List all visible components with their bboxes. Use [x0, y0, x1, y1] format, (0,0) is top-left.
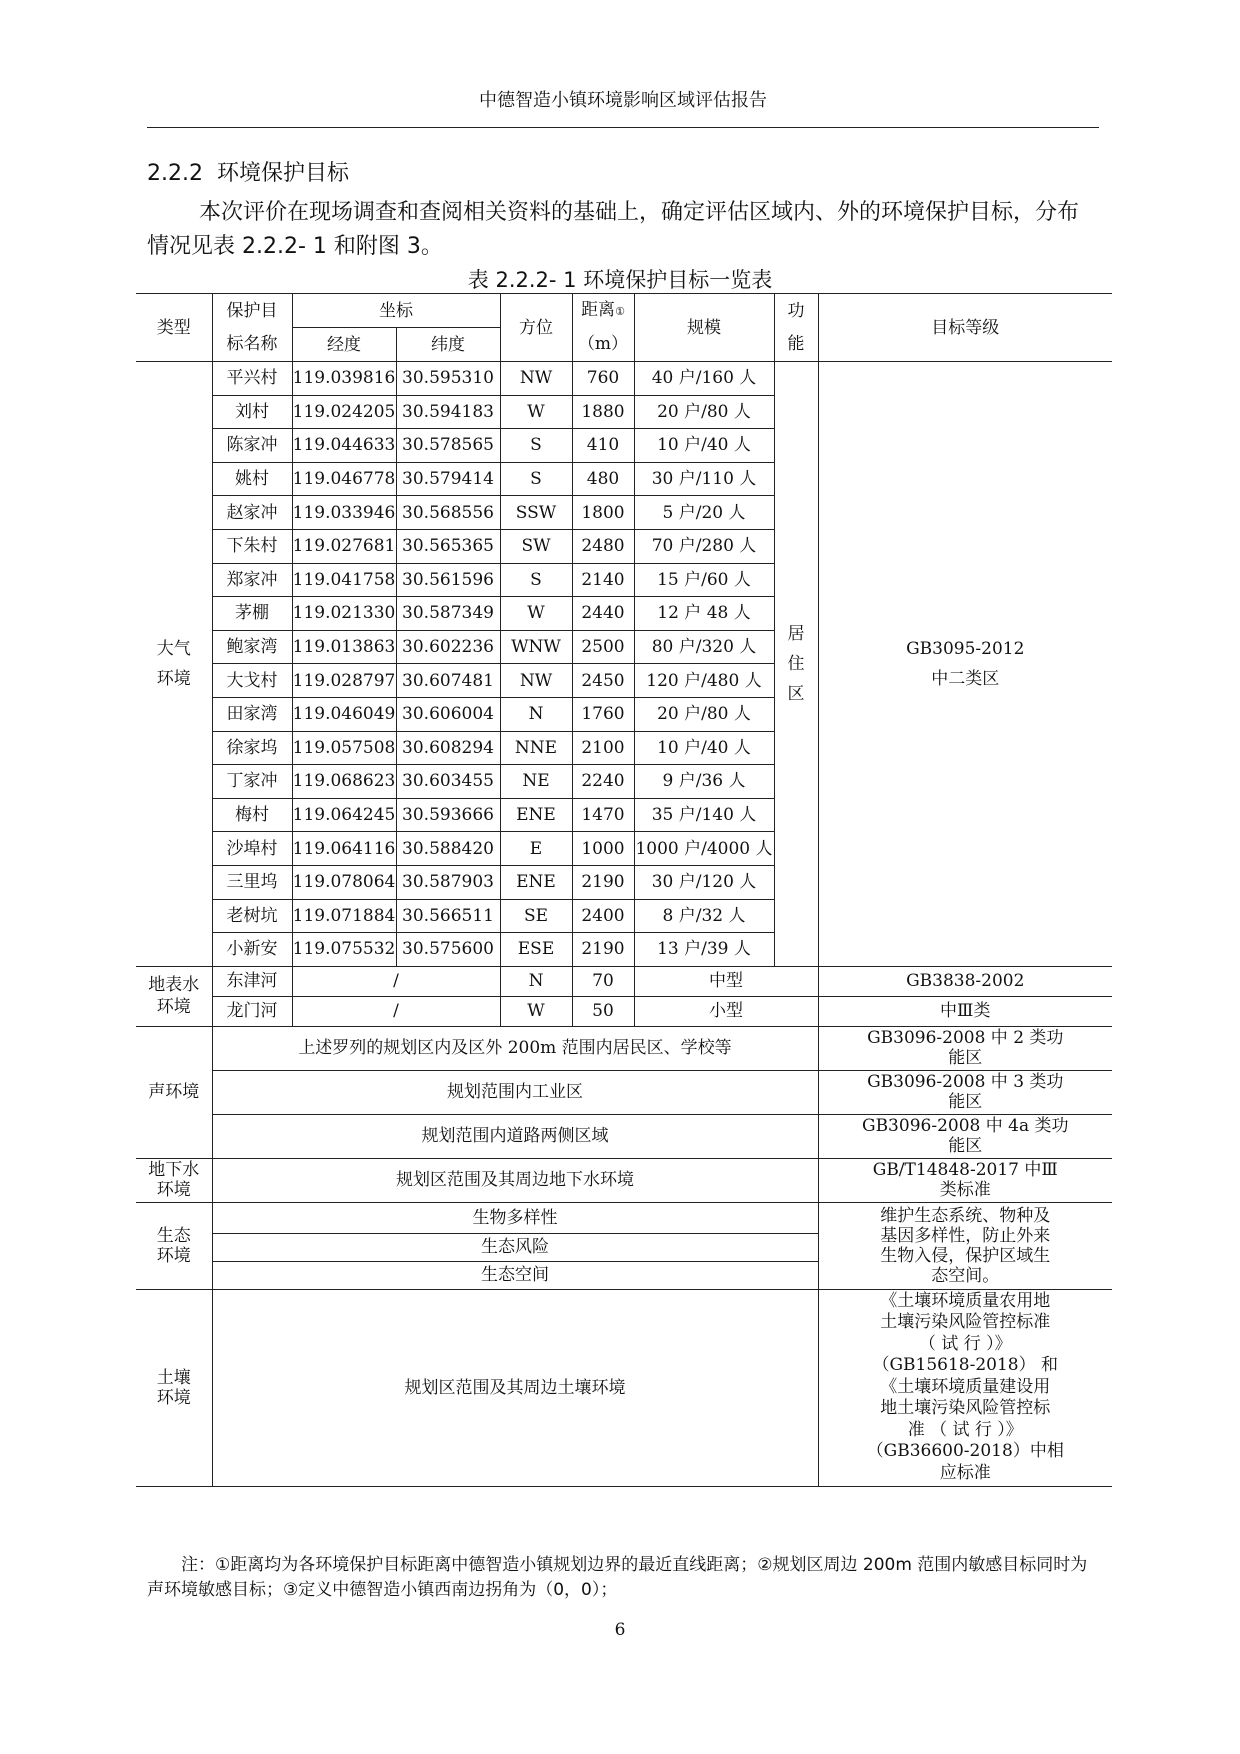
- col-lon: 经度: [292, 328, 396, 362]
- ecology-grade-line: 态空间。: [931, 1265, 1000, 1286]
- target-dir: S: [500, 563, 572, 597]
- target-dist: 1000: [572, 832, 634, 866]
- groundwater-type-l2: 环境: [156, 1180, 191, 1201]
- target-scale: 12 户 48 人: [634, 597, 774, 631]
- target-lon: 119.075532: [292, 933, 396, 967]
- river-dir: W: [500, 996, 572, 1026]
- soil-type-l1: 土壤: [156, 1367, 191, 1388]
- noise-grade-l1: GB3096-2008 中 2 类功: [867, 1028, 1064, 1049]
- target-dir: ENE: [500, 865, 572, 899]
- target-lat: 30.606004: [396, 697, 500, 731]
- groundwater-grade-l2: 类标准: [939, 1180, 991, 1201]
- target-scale: 15 户/60 人: [634, 563, 774, 597]
- target-scale: 20 户/80 人: [634, 697, 774, 731]
- target-dist: 2100: [572, 731, 634, 765]
- ecology-grade-line: 生物入侵，保护区域生: [880, 1245, 1051, 1266]
- groundwater-grade-l1: GB/T14848-2017 中Ⅲ: [872, 1160, 1058, 1181]
- target-dir: NE: [500, 765, 572, 799]
- river-name: 龙门河: [212, 996, 292, 1026]
- target-name: 沙埠村: [212, 832, 292, 866]
- noise-desc: 规划范围内工业区: [212, 1070, 818, 1114]
- target-lon: 119.039816: [292, 362, 396, 396]
- river-dist: 70: [572, 966, 634, 996]
- river-coord: /: [292, 966, 500, 996]
- col-dir: 方位: [500, 294, 572, 362]
- target-dir: ENE: [500, 798, 572, 832]
- target-dist: 2240: [572, 765, 634, 799]
- soil-grade-line: （GB36600-2018）中相: [866, 1441, 1064, 1462]
- target-dist: 2400: [572, 899, 634, 933]
- target-scale: 1000 户/4000 人: [634, 832, 774, 866]
- table-note: 注：①距离均为各环境保护目标距离中德智造小镇规划边界的最近直线距离；②规划区周边 200m 范围内敏感目标同时为声环境敏感目标；③定义中德智造小镇西南边拐角为（0，0）；: [147, 1555, 1088, 1600]
- target-name: 大戈村: [212, 664, 292, 698]
- ecology-item: 生态空间: [212, 1261, 818, 1289]
- target-name: 三里坞: [212, 865, 292, 899]
- target-name: 姚村: [212, 462, 292, 496]
- target-dir: E: [500, 832, 572, 866]
- target-lat: 30.607481: [396, 664, 500, 698]
- surface-water-type-l2: 环境: [156, 997, 191, 1018]
- target-dist: 2500: [572, 630, 634, 664]
- target-lon: 119.068623: [292, 765, 396, 799]
- ecology-type-l2: 环境: [156, 1245, 191, 1266]
- target-name: 平兴村: [212, 362, 292, 396]
- target-dir: ESE: [500, 933, 572, 967]
- river-coord: /: [292, 996, 500, 1026]
- target-dist: 1470: [572, 798, 634, 832]
- ecology-type-l1: 生态: [156, 1225, 191, 1246]
- target-scale: 40 户/160 人: [634, 362, 774, 396]
- ecology-item: 生态风险: [212, 1233, 818, 1261]
- target-dist: 1800: [572, 496, 634, 530]
- river-dir: N: [500, 966, 572, 996]
- air-function-l3: 区: [787, 683, 805, 704]
- target-dir: W: [500, 597, 572, 631]
- col-func-l1: 功: [774, 294, 818, 328]
- col-type: 类型: [136, 294, 212, 362]
- soil-grade: [818, 1289, 1112, 1486]
- soil-type-l2: 环境: [156, 1387, 191, 1408]
- target-scale: 8 户/32 人: [634, 899, 774, 933]
- target-scale: 30 户/110 人: [634, 462, 774, 496]
- target-scale: 10 户/40 人: [634, 731, 774, 765]
- target-lon: 119.027681: [292, 529, 396, 563]
- target-name: 郑家冲: [212, 563, 292, 597]
- target-lon: 119.046049: [292, 697, 396, 731]
- target-scale: 20 户/80 人: [634, 395, 774, 429]
- col-name-l1: 保护目: [212, 294, 292, 328]
- air-type: [136, 362, 212, 967]
- target-dir: SSW: [500, 496, 572, 530]
- air-function: [774, 362, 818, 967]
- soil-grade-line: 应标准: [939, 1462, 991, 1483]
- air-grade-l1: GB3095-2012: [906, 638, 1025, 659]
- target-dist: 2440: [572, 597, 634, 631]
- target-name: 下朱村: [212, 529, 292, 563]
- noise-grade-l2: 能区: [948, 1048, 983, 1069]
- noise-grade: [818, 1026, 1112, 1070]
- section-title: [147, 156, 349, 187]
- col-name-l2: 标名称: [212, 328, 292, 362]
- target-lon: 119.041758: [292, 563, 396, 597]
- target-lat: 30.602236: [396, 630, 500, 664]
- ecology-grade: [818, 1202, 1112, 1289]
- target-lon: 119.033946: [292, 496, 396, 530]
- target-scale: 10 户/40 人: [634, 429, 774, 463]
- target-dist: 2480: [572, 529, 634, 563]
- target-name: 陈家冲: [212, 429, 292, 463]
- col-lat: 纬度: [396, 328, 500, 362]
- air-target-row: [136, 362, 1112, 396]
- target-lon: 119.024205: [292, 395, 396, 429]
- target-dir: NW: [500, 664, 572, 698]
- target-name: 田家湾: [212, 697, 292, 731]
- target-name: 茅棚: [212, 597, 292, 631]
- target-lon: 119.078064: [292, 865, 396, 899]
- ecology-item: 生物多样性: [212, 1202, 818, 1233]
- noise-grade-l2: 能区: [948, 1136, 983, 1157]
- target-lat: 30.579414: [396, 462, 500, 496]
- noise-grade-l1: GB3096-2008 中 3 类功: [867, 1072, 1064, 1093]
- air-function-l1: 居: [787, 623, 805, 644]
- air-function-l2: 住: [787, 653, 805, 674]
- target-dir: NW: [500, 362, 572, 396]
- river-scale: 中型: [634, 966, 818, 996]
- target-lat: 30.565365: [396, 529, 500, 563]
- target-dist: 2450: [572, 664, 634, 698]
- soil-grade-line: （ 试 行 ）》: [918, 1333, 1012, 1354]
- surface-water-type: [136, 966, 212, 1026]
- target-dir: N: [500, 697, 572, 731]
- river-name: 东津河: [212, 966, 292, 996]
- section-number: 2.2.2: [147, 161, 203, 186]
- target-lat: 30.587349: [396, 597, 500, 631]
- target-name: 梅村: [212, 798, 292, 832]
- running-header: 中德智造小镇环境影响区域评估报告: [479, 90, 767, 111]
- protection-target-table: [136, 293, 1112, 1487]
- ecology-grade-line: 维护生态系统、物种及: [880, 1205, 1051, 1226]
- target-lat: 30.578565: [396, 429, 500, 463]
- target-lat: 30.588420: [396, 832, 500, 866]
- col-dist-mark: ①: [615, 304, 625, 318]
- target-lon: 119.021330: [292, 597, 396, 631]
- groundwater-grade: [818, 1158, 1112, 1202]
- target-lon: 119.071884: [292, 899, 396, 933]
- target-scale: 30 户/120 人: [634, 865, 774, 899]
- target-lat: 30.566511: [396, 899, 500, 933]
- target-lon: 119.064245: [292, 798, 396, 832]
- target-dist: 2190: [572, 865, 634, 899]
- river-scale: 小型: [634, 996, 818, 1026]
- target-scale: 35 户/140 人: [634, 798, 774, 832]
- target-lat: 30.594183: [396, 395, 500, 429]
- target-name: 鲍家湾: [212, 630, 292, 664]
- air-grade-l2: 中二类区: [931, 668, 1000, 689]
- noise-grade-l1: GB3096-2008 中 4a 类功: [861, 1116, 1069, 1137]
- target-lat: 30.593666: [396, 798, 500, 832]
- target-scale: 9 户/36 人: [634, 765, 774, 799]
- noise-desc: 规划范围内道路两侧区域: [212, 1114, 818, 1158]
- target-name: 老树坑: [212, 899, 292, 933]
- groundwater-type: [136, 1158, 212, 1202]
- target-lat: 30.608294: [396, 731, 500, 765]
- col-func-l2: 能: [774, 328, 818, 362]
- target-name: 丁家冲: [212, 765, 292, 799]
- target-lon: 119.046778: [292, 462, 396, 496]
- noise-grade: [818, 1114, 1112, 1158]
- target-name: 刘村: [212, 395, 292, 429]
- target-lon: 119.057508: [292, 731, 396, 765]
- noise-grade-l2: 能区: [948, 1092, 983, 1113]
- soil-grade-line: 地土壤污染风险管控标: [880, 1398, 1051, 1419]
- soil-grade-line: （GB15618-2018） 和: [872, 1355, 1059, 1376]
- river-dist: 50: [572, 996, 634, 1026]
- col-dist-text: 距离: [581, 299, 616, 320]
- soil-grade-line: 土壤污染风险管控标准: [880, 1312, 1051, 1333]
- surface-water-grade-l2: 中Ⅲ类: [818, 996, 1112, 1026]
- target-lat: 30.595310: [396, 362, 500, 396]
- soil-grade-line: 《土壤环境质量建设用: [880, 1376, 1051, 1397]
- air-type-l1: 大气: [156, 638, 191, 659]
- noise-desc: 上述罗列的规划区内及区外 200m 范围内居民区、学校等: [212, 1026, 818, 1070]
- target-dir: S: [500, 429, 572, 463]
- target-lon: 119.044633: [292, 429, 396, 463]
- page-number: 6: [614, 1620, 626, 1640]
- target-lat: 30.587903: [396, 865, 500, 899]
- air-type-l2: 环境: [156, 668, 191, 689]
- target-dist: 760: [572, 362, 634, 396]
- groundwater-type-l1: 地下水: [148, 1160, 200, 1181]
- soil-grade-line: 《土壤环境质量农用地: [880, 1290, 1051, 1311]
- col-scale: 规模: [634, 294, 774, 362]
- section-title-text: 环境保护目标: [216, 161, 349, 186]
- target-dir: W: [500, 395, 572, 429]
- col-dist-l2: （m）: [572, 328, 634, 362]
- col-coord: 坐标: [292, 294, 500, 328]
- noise-grade: [818, 1070, 1112, 1114]
- target-dist: 2190: [572, 933, 634, 967]
- target-scale: 13 户/39 人: [634, 933, 774, 967]
- header-rule: [147, 127, 1099, 128]
- intro-paragraph: 本次评价在现场调查和查阅相关资料的基础上，确定评估区域内、外的环境保护目标，分布情况见表 2.2.2- 1 和附图 3。: [147, 200, 1080, 259]
- target-dir: SW: [500, 529, 572, 563]
- ecology-grade-line: 基因多样性，防止外来: [880, 1225, 1051, 1246]
- target-scale: 5 户/20 人: [634, 496, 774, 530]
- table-caption: 表 2.2.2- 1 环境保护目标一览表: [467, 268, 773, 292]
- target-lon: 119.028797: [292, 664, 396, 698]
- soil-grade-line: 准 （ 试 行 ）》: [907, 1419, 1023, 1440]
- target-lat: 30.603455: [396, 765, 500, 799]
- noise-type: 声环境: [136, 1026, 212, 1158]
- soil-type: [136, 1289, 212, 1486]
- col-dist-l1: [572, 294, 634, 328]
- air-section: [136, 362, 1112, 967]
- target-lat: 30.568556: [396, 496, 500, 530]
- target-dist: 1760: [572, 697, 634, 731]
- target-name: 徐家坞: [212, 731, 292, 765]
- target-dir: S: [500, 462, 572, 496]
- air-grade: [818, 362, 1112, 967]
- ecology-type: [136, 1202, 212, 1289]
- groundwater-desc: 规划区范围及其周边地下水环境: [212, 1158, 818, 1202]
- target-dist: 1880: [572, 395, 634, 429]
- target-lon: 119.064116: [292, 832, 396, 866]
- target-dir: NNE: [500, 731, 572, 765]
- target-scale: 80 户/320 人: [634, 630, 774, 664]
- target-dir: WNW: [500, 630, 572, 664]
- target-lat: 30.575600: [396, 933, 500, 967]
- surface-water-grade-l1: GB3838-2002: [818, 966, 1112, 996]
- target-scale: 120 户/480 人: [634, 664, 774, 698]
- target-dir: SE: [500, 899, 572, 933]
- target-scale: 70 户/280 人: [634, 529, 774, 563]
- target-name: 小新安: [212, 933, 292, 967]
- col-grade: 目标等级: [818, 294, 1112, 362]
- target-name: 赵家冲: [212, 496, 292, 530]
- soil-desc: 规划区范围及其周边土壤环境: [212, 1289, 818, 1486]
- surface-water-type-l1: 地表水: [148, 975, 200, 996]
- target-dist: 410: [572, 429, 634, 463]
- target-dist: 2140: [572, 563, 634, 597]
- target-lon: 119.013863: [292, 630, 396, 664]
- target-dist: 480: [572, 462, 634, 496]
- target-lat: 30.561596: [396, 563, 500, 597]
